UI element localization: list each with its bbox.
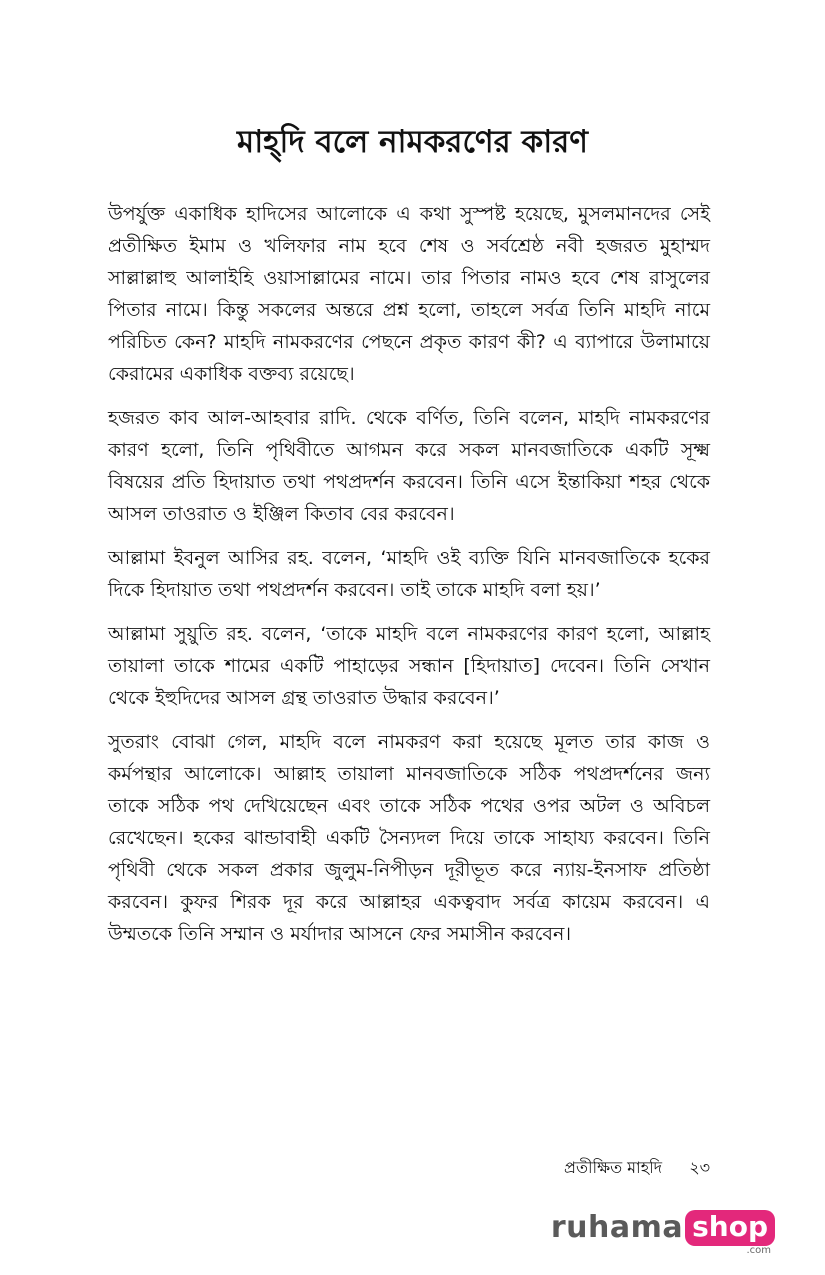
logo-shop-text: shop xyxy=(685,1210,775,1246)
running-footer xyxy=(564,1156,710,1180)
watermark-logo xyxy=(550,1210,775,1256)
paragraph-3: আল্লামা ইবনুল আসির রহ. বলেন, ‘মাহদি ওই ব্যক্তি যিনি মানবজাতিকে হকের দিকে হিদায়াত তথা পথপ্রদর্শন করবেন। তাই তাকে মাহদি বলা হয়।’ xyxy=(108,547,710,601)
paragraph-5: সুতরাং বোঝা গেল, মাহদি বলে নামকরণ করা হয়েছে মূলত তার কাজ ও কর্মপন্থার আলোকে। আল্লাহ তায়ালা মানবজাতিকে সঠিক পথপ্রদর্শনের জন্য তাকে সঠিক পথ দেখিয়েছেন এবং তাকে সঠিক পথের ওপর অটল ও অবিচল রেখেছেন। হকের ঝান্ডাবাহী একটি সৈন্যদল দিয়ে তাকে সাহায্য করবেন। তিনি পৃথিবী থেকে সকল প্রকার জুলুম-নিপীড়ন দূরীভূত করে ন্যায়-ইনসাফ প্রতিষ্ঠা করবেন। কুফর শিরক দূর করে আল্লাহর একত্ববাদ সর্বত্র কায়েম করবেন। এ উম্মতকে তিনি সম্মান ও মর্যাদার আসনে ফের সমাসীন করবেন। xyxy=(108,731,710,945)
running-footer-title: প্রতীক্ষিত মাহদি xyxy=(564,1158,663,1177)
paragraph-1: উপর্যুক্ত একাধিক হাদিসের আলোকে এ কথা সুস্পষ্ট হয়েছে, মুসলমানদের সেই প্রতীক্ষিত ইমাম ও খলিফার নাম হবে শেষ ও সর্বশ্রেষ্ঠ নবী হজরত মুহাম্মদ সাল্লাল্লাহু আলাইহি ওয়াসাল্লামের নামে। তার পিতার নামও হবে শেষ রাসুলের পিতার নামে। কিন্তু সকলের অন্তরে প্রশ্ন হলো, তাহলে সর্বত্র তিনি মাহদি নামে পরিচিত কেন? মাহদি নামকরণের পেছনে প্রকৃত কারণ কী? এ ব্যাপারে উলামায়ে কেরামের একাধিক বক্তব্য রয়েছে। xyxy=(108,203,710,385)
page-title: মাহ্‌দি বলে নামকরণের কারণ xyxy=(236,124,588,160)
page-number: ২৩ xyxy=(689,1158,710,1177)
logo-dotcom: .com xyxy=(746,1245,771,1256)
logo-shop-badge xyxy=(685,1210,775,1256)
paragraph-2: হজরত কাব আল-আহবার রাদি. থেকে বর্ণিত, তিনি বলেন, মাহদি নামকরণের কারণ হলো, তিনি পৃথিবীতে আগমন করে সকল মানবজাতিকে একটি সূক্ষ্ম বিষয়ের প্রতি হিদায়াত তথা পথপ্রদর্শন করবেন। তিনি এসে ইন্তাকিয়া শহর থেকে আসল তাওরাত ও ইঞ্জিল কিতাব বের করবেন। xyxy=(108,407,710,525)
paragraph-4: আল্লামা সুয়ুতি রহ. বলেন, ‘তাকে মাহদি বলে নামকরণের কারণ হলো, আল্লাহ তায়ালা তাকে শামের একটি পাহাড়ের সন্ধান [হিদায়াত] দেবেন। তিনি সেখান থেকে ইহুদিদের আসল গ্রন্থ তাওরাত উদ্ধার করবেন।’ xyxy=(108,623,710,709)
logo-word: ruhama xyxy=(550,1210,684,1245)
body-text xyxy=(108,198,710,962)
